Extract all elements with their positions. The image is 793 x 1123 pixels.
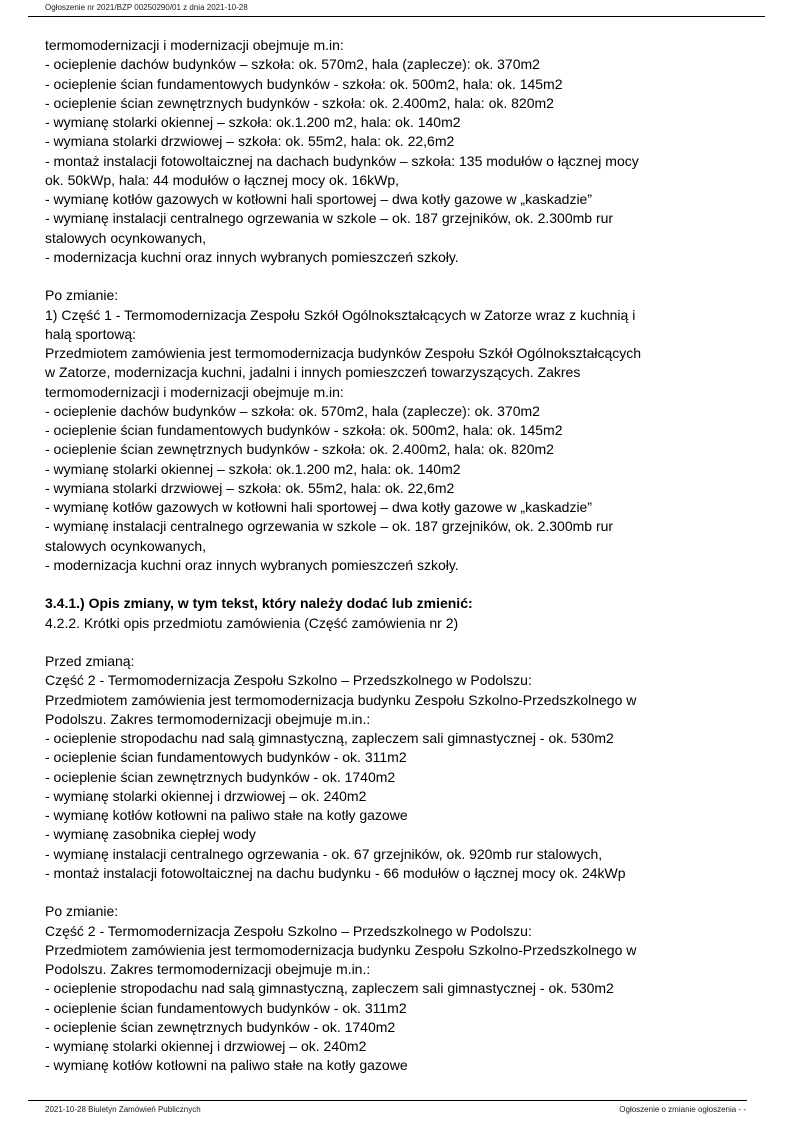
document-line: stalowych ocynkowanych, (45, 229, 207, 246)
document-line: - wymianę stolarki okiennej i drzwiowej – ok. 240m2 (45, 787, 367, 804)
document-line: - wymianę kotłów gazowych w kotłowni hali sportowej – dwa kotły gazowe w „kaskadzie” (45, 191, 593, 207)
document-line: Przed zmianą: (45, 653, 135, 669)
document-line: 1) Część 1 - Termomodernizacja Zespołu Szkół Ogólnokształcących w Zatorze wraz z kuchnią i (45, 306, 636, 323)
document-line: termomodernizacji i modernizacji obejmuje m.in: (45, 37, 344, 53)
document-line: - ocieplenie stropodachu nad salą gimnastyczną, zapleczem sali gimnastycznej - ok. 530m2 (45, 730, 614, 746)
document-line: w Zatorze, modernizacja kuchni, jadalni i innych pomieszczeń towarzyszących. Zakres (45, 364, 581, 381)
document-line: Przedmiotem zamówienia jest termomodernizacja budynków Zespołu Szkół Ogólnokształcących (45, 345, 642, 361)
document-line: 4.2.2. Krótki opis przedmiotu zamówienia (Część zamówienia nr 2) (45, 614, 459, 631)
document-line: - wymianę kotłów gazowych w kotłowni hali sportowej – dwa kotły gazowe w „kaskadzie” (45, 499, 593, 515)
page-header-notice-number: Ogłoszenie nr 2021/BZP 00250290/01 z dnia 2021-10-28 (45, 3, 248, 12)
document-line: Przedmiotem zamówienia jest termomodernizacja budynku Zespołu Szkolno-Przedszkolnego w (45, 691, 637, 708)
document-line: Po zmianie: (45, 287, 119, 304)
document-line: Podolszu. Zakres termomodernizacji obejmuje m.in.: (45, 961, 371, 977)
document-line: - ocieplenie stropodachu nad salą gimnastyczną, zapleczem sali gimnastycznej - ok. 530m2 (45, 980, 614, 997)
blank-line (45, 883, 760, 902)
footer-divider (28, 1100, 747, 1101)
document-line: - modernizacja kuchni oraz innych wybranych pomieszczeń szkoły. (45, 248, 459, 265)
document-line: - ocieplenie ścian zewnętrznych budynków - ok. 1740m2 (45, 1018, 396, 1035)
document-line: ok. 50kWp, hala: 44 modułów o łącznej mocy ok. 16kWp, (45, 171, 400, 188)
document-line: - wymiana stolarki drzwiowej – szkoła: ok. 55m2, hala: ok. 22,6m2 (45, 133, 455, 150)
document-line: - montaż instalacji fotowoltaicznej na dachach budynków – szkoła: 135 modułów o łącznej mocy (45, 152, 639, 169)
document-line: - wymianę stolarki okiennej – szkoła: ok.1.200 m2, hala: ok. 140m2 (45, 114, 461, 130)
document-line: halą sportową: (45, 325, 137, 342)
document-line: - ocieplenie ścian zewnętrznych budynków - szkoła: ok. 2.400m2, hala: ok. 820m2 (45, 441, 554, 458)
blank-line (45, 575, 760, 594)
document-line: - modernizacja kuchni oraz innych wybranych pomieszczeń szkoły. (45, 556, 459, 573)
document-line: - ocieplenie dachów budynków – szkoła: ok. 570m2, hala (zaplecze): ok. 370m2 (45, 402, 540, 419)
document-line: 3.4.1.) Opis zmiany, w tym tekst, który należy dodać lub zmienić: (45, 595, 473, 612)
document-line: - ocieplenie ścian fundamentowych budynków - ok. 311m2 (45, 999, 407, 1016)
blank-line (45, 267, 760, 286)
document-line: - montaż instalacji fotowoltaicznej na dachu budynku - 66 modułów o łącznej mocy ok. 24kWp (45, 864, 626, 881)
footer-publication-info: 2021-10-28 Biuletyn Zamówień Publicznych (45, 1105, 201, 1114)
document-line: - ocieplenie dachów budynków – szkoła: ok. 570m2, hala (zaplecze): ok. 370m2 (45, 56, 540, 73)
document-line: - wymianę stolarki okiennej – szkoła: ok.1.200 m2, hala: ok. 140m2 (45, 460, 461, 477)
header-divider (28, 16, 765, 17)
document-line: termomodernizacji i modernizacji obejmuje m.in: (45, 383, 344, 400)
document-line: - wymianę instalacji centralnego ogrzewania w szkole – ok. 187 grzejników, ok. 2.300mb rur (45, 518, 614, 535)
document-line: Część 2 - Termomodernizacja Zespołu Szkolno – Przedszkolnego w Podolszu: (45, 672, 532, 689)
document-body (45, 36, 760, 1076)
document-line: - ocieplenie ścian fundamentowych budynków - szkoła: ok. 500m2, hala: ok. 145m2 (45, 75, 563, 92)
document-line: Po zmianie: (45, 903, 119, 920)
footer-document-type: Ogłoszenie o zmianie ogłoszenia - - (619, 1105, 746, 1114)
document-line: Część 2 - Termomodernizacja Zespołu Szkolno – Przedszkolnego w Podolszu: (45, 922, 532, 939)
document-line: - wymianę zasobnika ciepłej wody (45, 826, 256, 843)
document-line: - ocieplenie ścian fundamentowych budynków - szkoła: ok. 500m2, hala: ok. 145m2 (45, 422, 563, 438)
document-line: - wymianę kotłów kotłowni na paliwo stałe na kotły gazowe (45, 807, 408, 823)
document-line: Przedmiotem zamówienia jest termomodernizacja budynku Zespołu Szkolno-Przedszkolnego w (45, 941, 637, 958)
document-line: - ocieplenie ścian zewnętrznych budynków - ok. 1740m2 (45, 768, 396, 785)
document-line: - wymianę kotłów kotłowni na paliwo stałe na kotły gazowe (45, 1057, 408, 1074)
document-line: Podolszu. Zakres termomodernizacji obejmuje m.in.: (45, 710, 371, 727)
document-line: - ocieplenie ścian fundamentowych budynków - ok. 311m2 (45, 749, 407, 766)
document-line: stalowych ocynkowanych, (45, 537, 207, 554)
document-line: - wymianę instalacji centralnego ogrzewania w szkole – ok. 187 grzejników, ok. 2.300mb rur (45, 210, 614, 227)
document-line: - wymianę stolarki okiennej i drzwiowej – ok. 240m2 (45, 1038, 367, 1054)
document-line: - ocieplenie ścian zewnętrznych budynków - szkoła: ok. 2.400m2, hala: ok. 820m2 (45, 94, 554, 111)
document-line: - wymianę instalacji centralnego ogrzewania - ok. 67 grzejników, ok. 920mb rur stalowych, (45, 845, 603, 862)
blank-line (45, 633, 760, 652)
document-line: - wymiana stolarki drzwiowej – szkoła: ok. 55m2, hala: ok. 22,6m2 (45, 479, 455, 496)
